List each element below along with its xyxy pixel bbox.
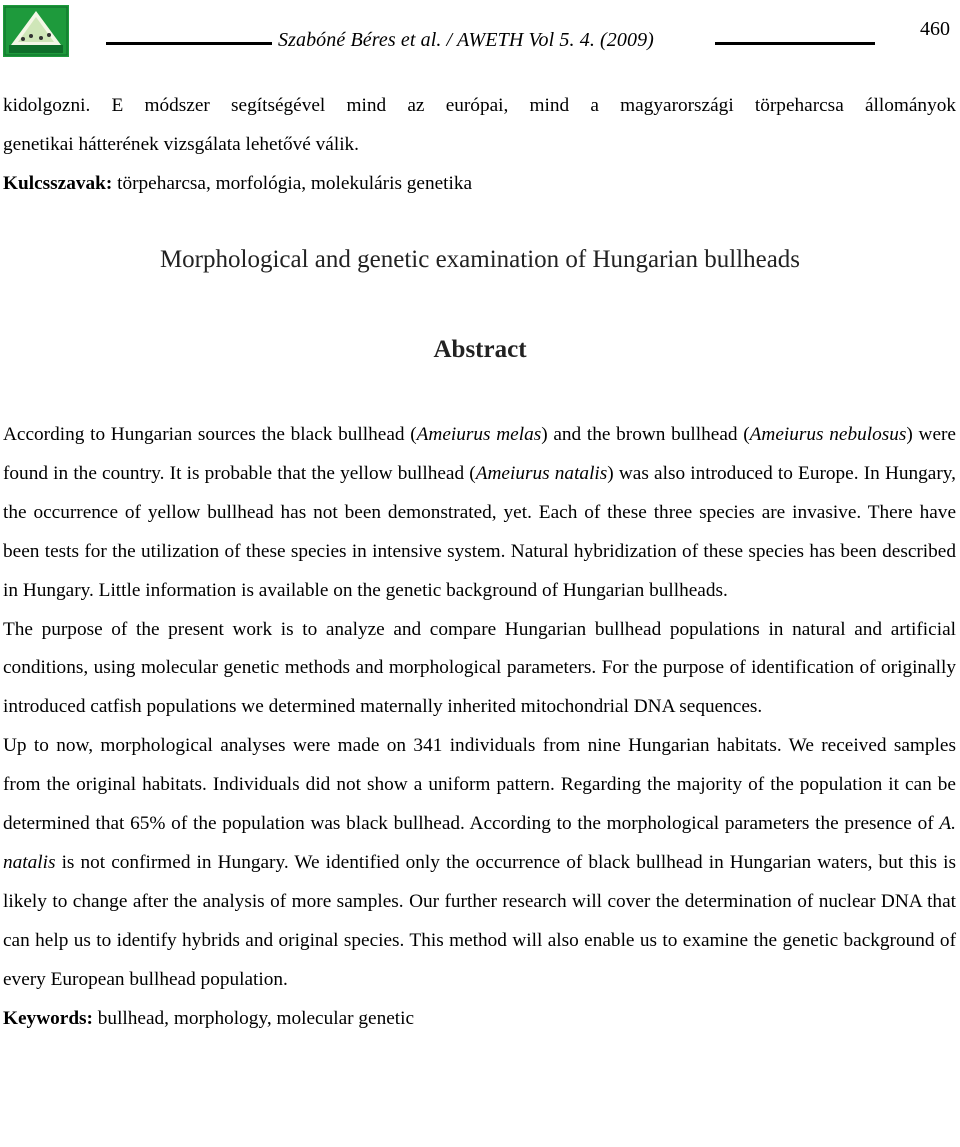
abstract-p3-text-1: Up to now, morphological analyses were made on 341 individuals from nine Hungarian habitats. We received samples from the original habitats. Individuals did not show a uniform pattern. Regarding the majority of the population it can be determined that 65% of the population was black bullhead. According to the morphological parameters the presence of [3, 735, 956, 835]
intro-section [3, 86, 956, 203]
keywords-text-en: bullhead, morphology, molecular genetic [92, 1007, 415, 1029]
english-keywords [3, 1000, 956, 1039]
running-header: Szabóné Béres et al. / AWETH Vol 5. 4. (2009) [278, 29, 654, 51]
keywords-label-en: Keywords: [3, 1007, 93, 1029]
paper-title: Morphological and genetic examination of Hungarian bullheads [159, 246, 801, 273]
species-name-natalis: Ameiurus natalis [475, 462, 608, 484]
species-name-melas: Ameiurus melas [416, 424, 542, 445]
abstract-p1-text-2: ) and the brown bullhead ( [541, 424, 750, 445]
hungarian-keywords [3, 164, 956, 203]
abstract-p1-text-4: ) was also introduced to Europe. In Hungary, the occurrence of yellow bullhead has not been demonstrated, yet. Each of these three species are invasive. There have been tests for the utilization of these species in intensive system. Natural hybridization of these species has been described in Hungary. Little information is available on the genetic background of Hungarian bullheads. [3, 462, 956, 601]
abstract-body [3, 416, 956, 1039]
intro-line-1: kidolgozni. E módszer segítségével mind az európai, mind a magyarországi törpeharcsa állományok [3, 95, 956, 116]
page-number: 460 [920, 18, 950, 40]
keywords-label-hu: Kulcsszavak: [3, 173, 113, 194]
header-rule-left [106, 42, 272, 45]
species-name-nebulosus: Ameiurus nebulosus [749, 424, 907, 445]
abstract-p3-text-2: is not confirmed in Hungary. We identified only the occurrence of black bullhead in Hungarian waters, but this is likely to change after the analysis of more samples. Our further research will cover the determination of nuclear DNA that can help us to identify hybrids and original species. This method will also enable us to examine the genetic background of every European bullhead population. [3, 851, 956, 990]
abstract-paragraph-2: The purpose of the present work is to analyze and compare Hungarian bullhead populations in natural and artificial conditions, using molecular genetic methods and morphological parameters. For the purpose of identification of originally introduced catfish populations we determined maternally inherited mitochondrial DNA sequences. [3, 618, 956, 718]
keywords-text-hu: törpeharcsa, morfológia, molekuláris genetika [112, 173, 473, 194]
species-name-a-natalis: A. natalis [3, 813, 956, 873]
journal-logo [3, 5, 69, 57]
abstract-paragraph-1 [3, 416, 956, 611]
intro-line-2: genetikai hátterének vizsgálata lehetővé válik. [3, 134, 360, 155]
abstract-heading: Abstract [433, 336, 527, 363]
abstract-paragraph-3 [3, 727, 956, 999]
header-rule-right [715, 42, 875, 45]
abstract-p1-text-3: ) were found in the country. It is probable that the yellow bullhead ( [3, 424, 956, 484]
abstract-p1-text-1: According to Hungarian sources the black bullhead ( [3, 424, 417, 445]
